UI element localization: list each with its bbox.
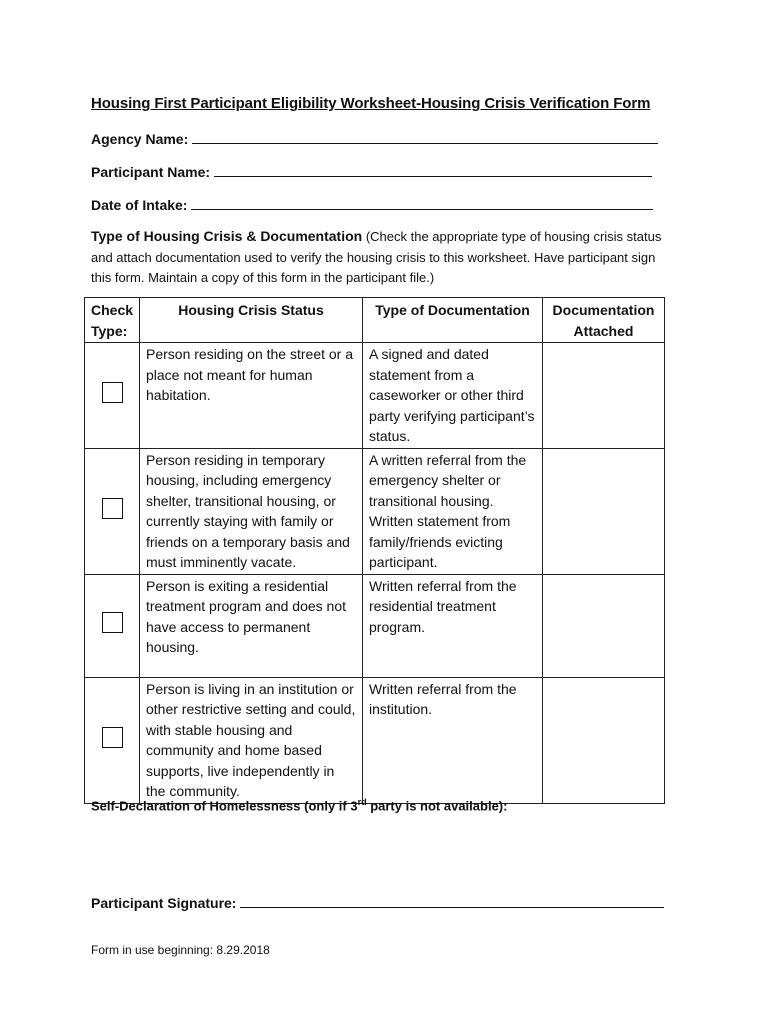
table-row: [85, 574, 665, 677]
status-cell: Person residing in temporary housing, including emergency shelter, transitional housing, or currently staying with family or friends on a temporary basis and must imminently vacate.: [140, 448, 363, 574]
documentation-cell: A written referral from the emergency shelter or transitional housing. Written statement from family/friends evicting participant.: [363, 448, 543, 574]
street-checkbox[interactable]: [102, 382, 123, 403]
agency-name-field: [91, 129, 658, 147]
self-declaration-superscript: rd: [357, 797, 367, 807]
form-title: Housing First Participant Eligibility Worksheet-Housing Crisis Verification Form: [91, 95, 651, 112]
documentation-attached-header: Documentation Attached: [543, 298, 665, 343]
housing-crisis-table: [84, 297, 665, 804]
participant-name-label: Participant Name:: [91, 164, 211, 180]
table-row: [85, 448, 665, 574]
instructions-text: (Check the appropriate type of housing crisis status and attach documentation used to verify the housing crisis to this worksheet. Have participant sign this form. Maintain a copy of this form in the participant file.): [91, 229, 662, 285]
residential-treatment-checkbox[interactable]: [102, 612, 123, 633]
form-footer: Form in use beginning: 8.29.2018: [91, 943, 270, 957]
status-cell: Person is exiting a residential treatment program and does not have access to permanent housing.: [140, 574, 363, 677]
instructions-paragraph: [91, 226, 671, 289]
table-header-row: [85, 298, 665, 343]
attached-cell[interactable]: [543, 448, 665, 574]
participant-signature-label: Participant Signature:: [91, 895, 237, 911]
documentation-cell: A signed and dated statement from a caseworker or other third party verifying participant’s status.: [363, 343, 543, 449]
self-declaration-heading: [91, 797, 507, 813]
check-cell: [85, 677, 140, 803]
housing-crisis-status-header: Housing Crisis Status: [140, 298, 363, 343]
status-cell: Person is living in an institution or other restrictive setting and could, with stable housing and community and home based supports, live independently in the community.: [140, 677, 363, 803]
participant-name-input[interactable]: [214, 162, 652, 177]
institution-checkbox[interactable]: [102, 727, 123, 748]
status-cell: Person residing on the street or a place not meant for human habitation.: [140, 343, 363, 449]
participant-name-field: [91, 162, 652, 180]
attached-cell[interactable]: [543, 343, 665, 449]
check-cell: [85, 448, 140, 574]
date-of-intake-input[interactable]: [191, 195, 653, 210]
instructions-heading: Type of Housing Crisis & Documentation: [91, 228, 363, 244]
check-cell: [85, 343, 140, 449]
check-type-header: Check Type:: [85, 298, 140, 343]
check-cell: [85, 574, 140, 677]
table-row: [85, 677, 665, 803]
self-declaration-text-end: party is not available):: [366, 798, 508, 814]
agency-name-label: Agency Name:: [91, 131, 189, 147]
date-of-intake-field: [91, 195, 653, 213]
type-of-documentation-header: Type of Documentation: [363, 298, 543, 343]
participant-signature-field: [91, 893, 664, 911]
table-row: [85, 343, 665, 449]
agency-name-input[interactable]: [192, 129, 658, 144]
documentation-cell: Written referral from the institution.: [363, 677, 543, 803]
attached-cell[interactable]: [543, 677, 665, 803]
date-of-intake-label: Date of Intake:: [91, 197, 188, 213]
self-declaration-text: Self-Declaration of Homelessness (only if 3: [91, 798, 358, 814]
documentation-cell: Written referral from the residential treatment program.: [363, 574, 543, 677]
temporary-housing-checkbox[interactable]: [102, 498, 123, 519]
participant-signature-input[interactable]: [240, 893, 664, 908]
attached-cell[interactable]: [543, 574, 665, 677]
